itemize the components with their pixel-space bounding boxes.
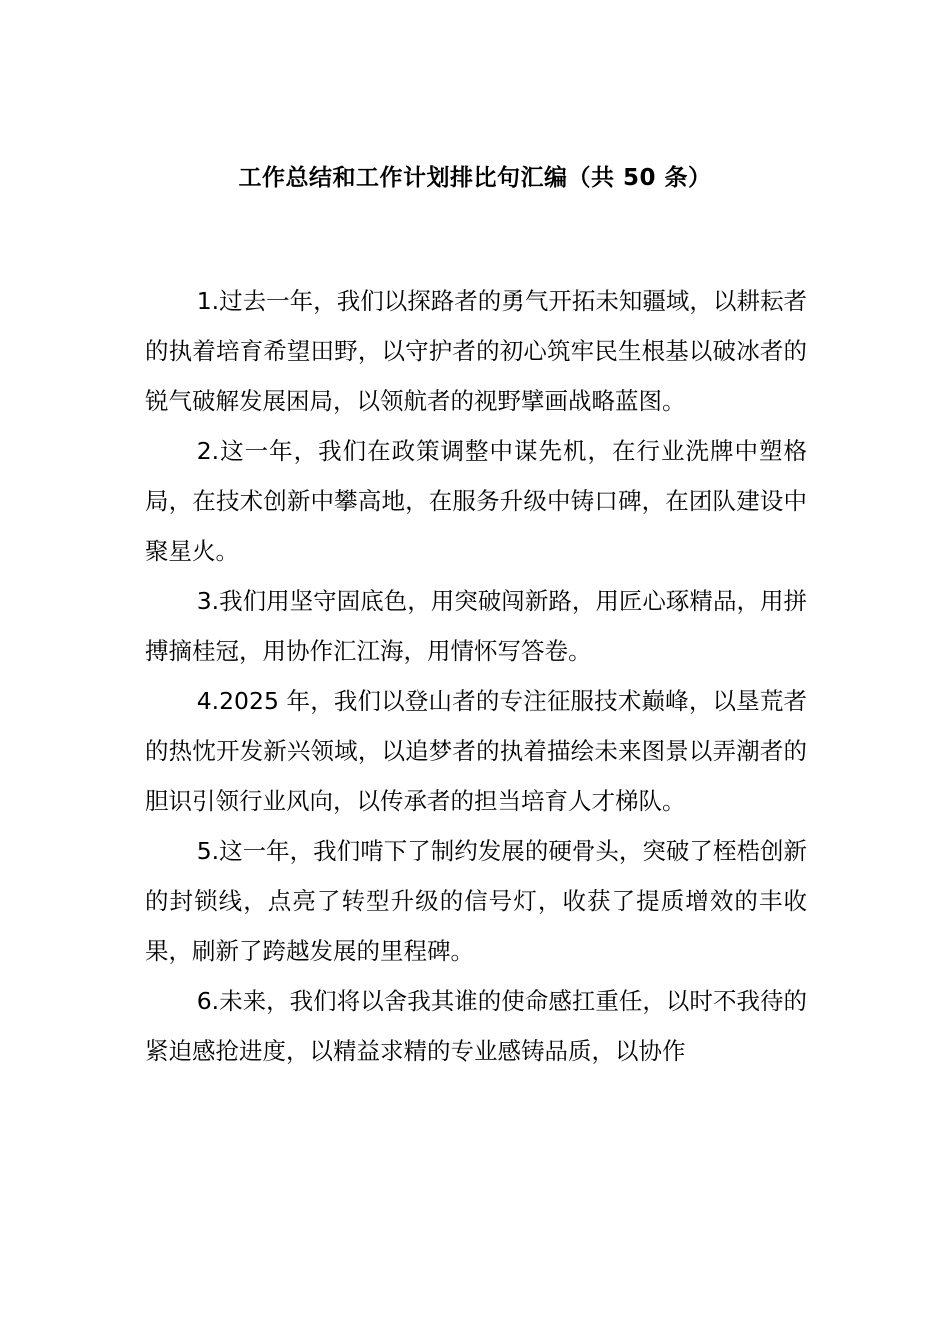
paragraph-6: 6.未来，我们将以舍我其谁的使命感扛重任，以时不我待的紧迫感抢进度，以精益求精的专业感铸品质，以协作	[145, 987, 807, 1065]
document-body	[145, 276, 807, 1076]
paragraph-4: 4.2025 年，我们以登山者的专注征服技术巅峰，以垦荒者的热忱开发新兴领域，以追梦者的执着描绘未来图景以弄潮者的胆识引领行业风向，以传承者的担当培育人才梯队。	[145, 687, 807, 815]
document-title: 工作总结和工作计划排比句汇编（共 50 条）	[238, 165, 712, 191]
paragraph-1: 1.过去一年，我们以探路者的勇气开拓未知疆域，以耕耘者的执着培育希望田野，以守护者的初心筑牢民生根基以破冰者的锐气破解发展困局，以领航者的视野擘画战略蓝图。	[145, 287, 807, 415]
paragraph-3: 3.我们用坚守固底色，用突破闯新路，用匠心琢精品，用拼搏摘桂冠，用协作汇江海，用情怀写答卷。	[145, 587, 807, 665]
paragraph-5: 5.这一年，我们啃下了制约发展的硬骨头，突破了桎梏创新的封锁线，点亮了转型升级的信号灯，收获了提质增效的丰收果，刷新了跨越发展的里程碑。	[145, 837, 807, 965]
paragraph-2: 2.这一年，我们在政策调整中谋先机，在行业洗牌中塑格局，在技术创新中攀高地，在服务升级中铸口碑，在团队建设中聚星火。	[145, 437, 807, 565]
